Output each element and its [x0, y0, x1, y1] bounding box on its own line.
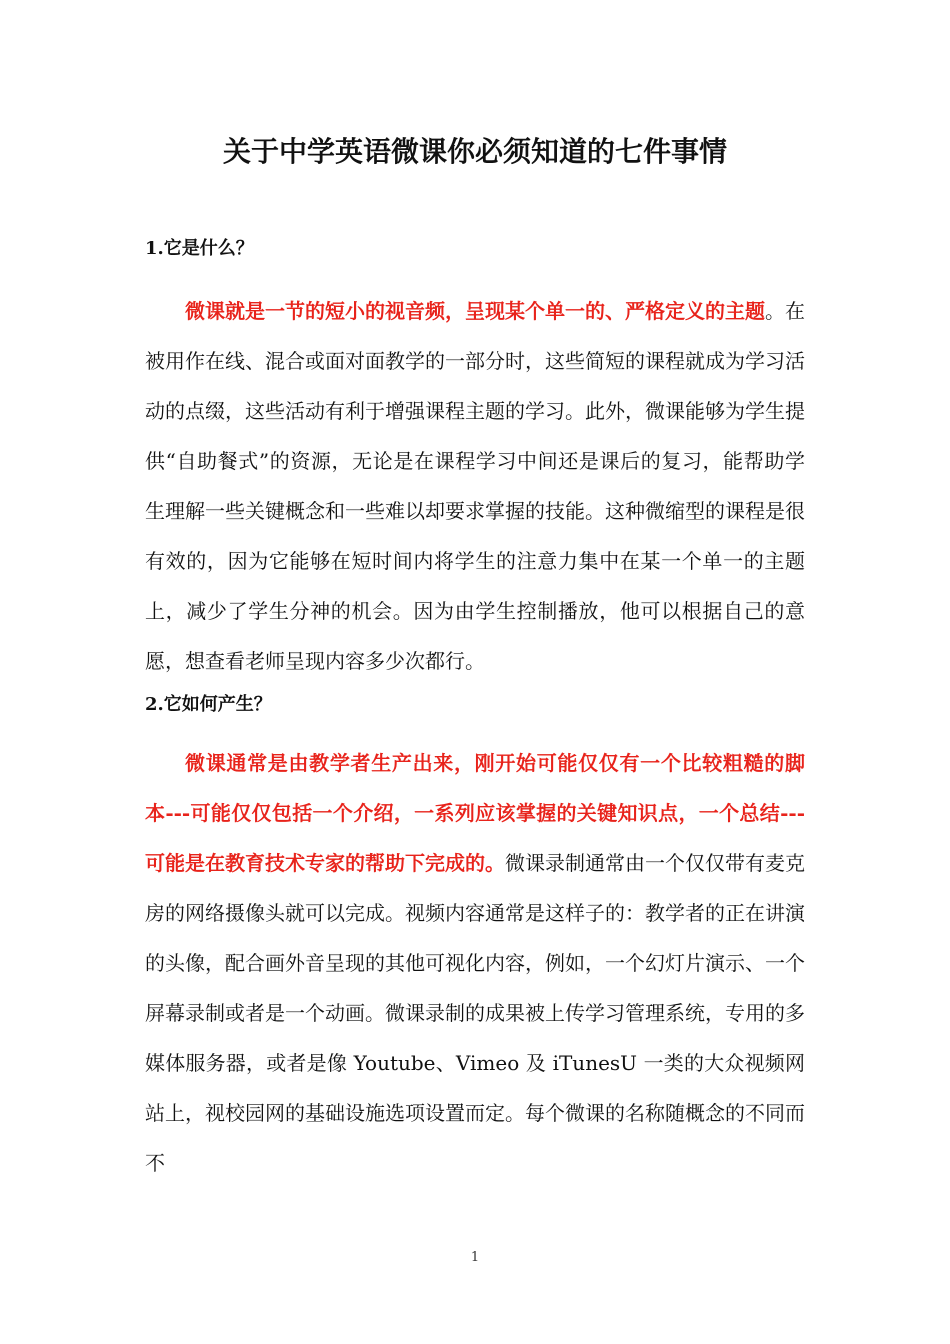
document-body: [145, 230, 805, 1188]
paragraph-text: 。在被用作在线、混合或面对面教学的一部分时，这些简短的课程就成为学习活动的点缀，这些活动有利于增强课程主题的学习。此外，微课能够为学生提供“自助餐式”的资源，无论是在课程学习中间还是课后的复习，能帮助学生理解一些关键概念和一些难以却要求掌握的技能。这种微缩型的课程是很有效的，因为它能够在短时间内将学生的注意力集中在某一个单一的主题上，减少了学生分神的机会。因为由学生控制播放，他可以根据自己的意愿，想查看老师呈现内容多少次都行。: [145, 299, 805, 673]
section-paragraph-what-is-it: [145, 286, 805, 686]
highlighted-production-summary: 微课通常是由教学者生产出来，刚开始可能仅仅有一个比较粗糙的脚本---可能仅仅包括一个介绍，一系列应该掌握的关键知识点，一个总结---可能是在教育技术专家的帮助下完成的。: [145, 751, 805, 875]
paragraph-text: 微课录制通常由一个仅仅带有麦克房的网络摄像头就可以完成。视频内容通常是这样子的：教学者的正在讲演的头像，配合画外音呈现的其他可视化内容，例如，一个幻灯片演示、一个屏幕录制或者是一个动画。微课录制的成果被上传学习管理系统，专用的多媒体服务器，或者是像 Youtube、Vimeo 及 iTunesU 一类的大众视频网站上，视校园网的基础设施选项设置而定。每个微课的名称随概念的不同而不: [145, 851, 805, 1175]
section-paragraph-how-produced: [145, 738, 805, 1188]
section-heading-how-produced: 2.它如何产生？: [145, 694, 272, 715]
page-number: 1: [470, 1250, 480, 1265]
section-heading-what-is-it: 1.它是什么？: [145, 238, 254, 259]
highlighted-definition: 微课就是一节的短小的视音频，呈现某个单一的、严格定义的主题: [185, 299, 765, 323]
document-title: 关于中学英语微课你必须知道的七件事情: [222, 135, 727, 168]
